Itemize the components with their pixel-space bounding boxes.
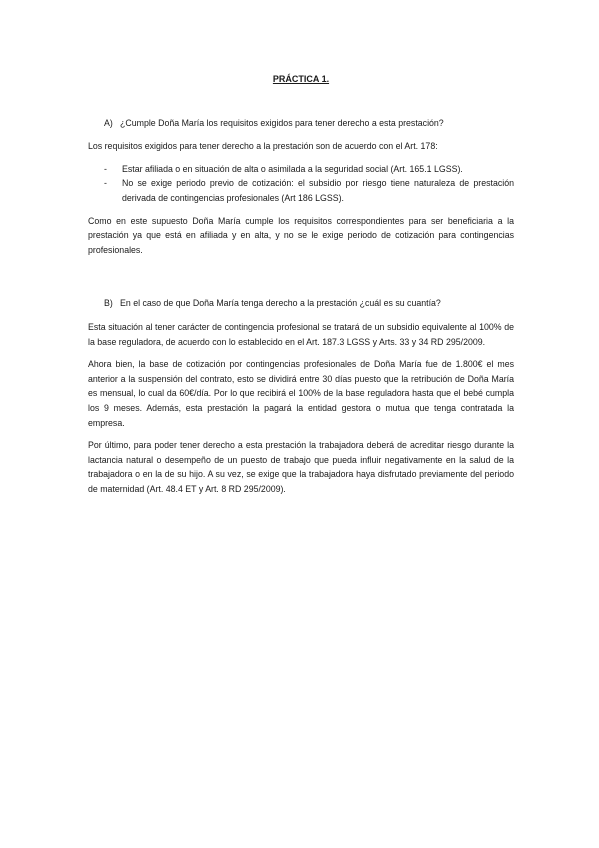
document-body [88, 72, 514, 504]
section-b-paragraph: Por último, para poder tener derecho a esta prestación la trabajadora deberá de acreditar riesgo durante la lactancia natural o desempeño de un puesto de trabajo que pueda influir negativamente en la salud de la trabajadora o en la de su hijo. A su vez, se exige que la trabajadora haya disfrutado previamente del periodo de maternidad (Art. 48.4 ET y Art. 8 RD 295/2009). [88, 440, 514, 494]
section-b-paragraph: Ahora bien, la base de cotización por contingencias profesionales de Doña María fue de 1.800€ el mes anterior a la suspensión del contrato, esto se dividirá entre 30 días puesto que la retribución de Doña María es mensual, lo cual da 60€/día. Por lo que recibirá el 100% de la base reguladora hasta que el bebé cumpla los 9 meses. Además, esta prestación la pagará la entidad gestora o mutua que tenga contratada la empresa. [88, 359, 514, 428]
requirements-intro: Los requisitos exigidos para tener derecho a la prestación son de acuerdo con el Art. 178: [88, 141, 438, 152]
requirement-text: No se exige periodo previo de cotización: el subsidio por riesgo tiene naturaleza de prestación derivada de contingencias profesionales (Art 186 LGSS). [122, 178, 514, 203]
question-b-letter: B) [104, 298, 113, 309]
section-a-conclusion: Como en este supuesto Doña María cumple los requisitos correspondientes para ser beneficiaria a la prestación ya que está en afiliada y en alta, y no se le exige periodo de cotización para contingencias profesionales. [88, 215, 514, 255]
question-b [88, 296, 514, 311]
requirement-item [88, 176, 514, 205]
question-a-text: ¿Cumple Doña María los requisitos exigidos para tener derecho a esta prestación? [120, 117, 444, 128]
question-b-text: En el caso de que Doña María tenga derecho a la prestación ¿cuál es su cuantía? [120, 298, 441, 309]
section-spacer [88, 265, 514, 296]
requirements-list [88, 162, 514, 206]
page-title: PRÁCTICA 1. [272, 74, 330, 84]
requirement-item [88, 162, 514, 177]
requirement-text: Estar afiliada o en situación de alta o asimilada a la seguridad social (Art. 165.1 LGSS). [122, 163, 463, 174]
bullet-dash: - [104, 163, 107, 174]
section-b-paragraph: Esta situación al tener carácter de contingencia profesional se tratará de un subsidio equivalente al 100% de la base reguladora, de acuerdo con lo establecido en el Art. 187.3 LGSS y Arts. 33 y 34 RD 295/2009. [88, 321, 514, 347]
question-a-letter: A) [104, 117, 113, 128]
question-a [88, 116, 514, 131]
bullet-dash: - [104, 178, 107, 189]
